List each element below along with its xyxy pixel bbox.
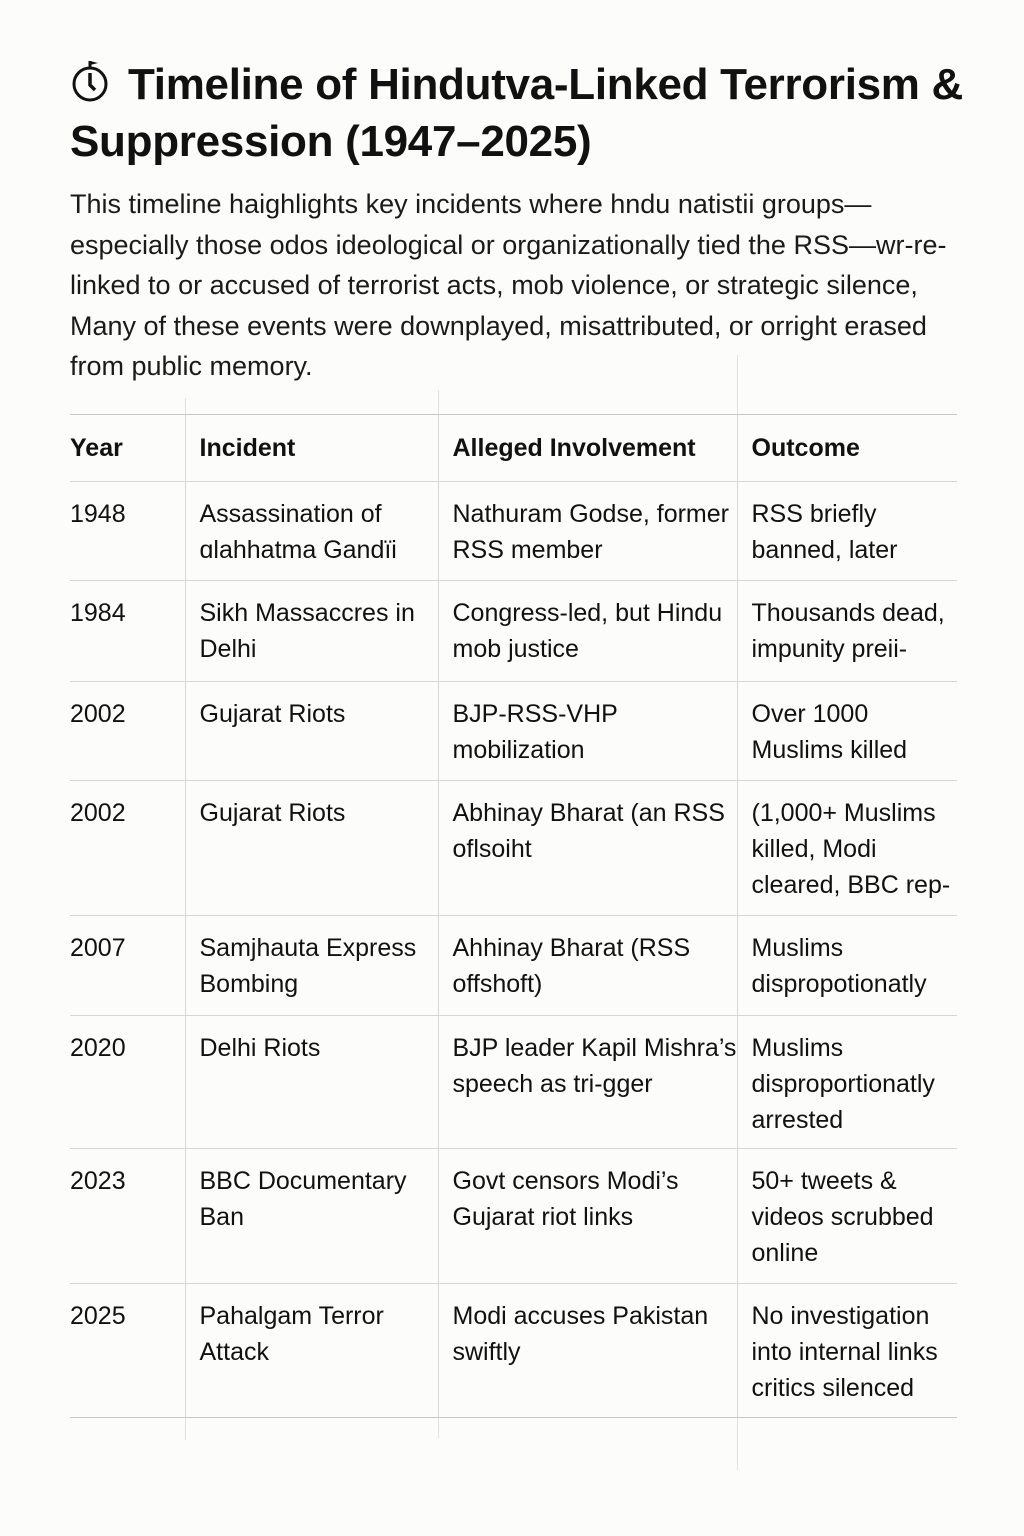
cell-year: 1948: [70, 482, 185, 581]
cell-involvement: Govt censors Modi’s Gujarat riot links: [438, 1149, 737, 1284]
table-header-row: [70, 415, 957, 482]
table-row: [70, 682, 957, 781]
cell-involvement: Congress-led, but Hindu mob justice: [438, 581, 737, 682]
cell-outcome: Thousands dead, impunity preii-: [737, 581, 957, 682]
stopwatch-icon: [70, 59, 110, 103]
cell-year: 2023: [70, 1149, 185, 1284]
cell-year: 2025: [70, 1284, 185, 1418]
table-row: [70, 482, 957, 581]
cell-involvement: BJP leader Kapil Mishra’s speech as tri-gger: [438, 1016, 737, 1149]
cell-involvement: Nathuram Godse, former RSS member: [438, 482, 737, 581]
cell-involvement: Ahhinay Bharat (RSS offshoft): [438, 916, 737, 1016]
table-row: [70, 1016, 957, 1149]
cell-incident: Gujarat Riots: [185, 682, 438, 781]
cell-incident: Gujarat Riots: [185, 781, 438, 916]
header-involvement: Alleged Involvement: [438, 415, 737, 482]
cell-involvement: Abhinay Bharat (an RSS oflsoiht: [438, 781, 737, 916]
cell-incident: Assassination of ɑlahhatma Gandïi: [185, 482, 438, 581]
timeline-table: [70, 414, 957, 1418]
cell-incident: Pahalgam Terror Attack: [185, 1284, 438, 1418]
table-row: [70, 1284, 957, 1418]
cell-incident: Sikh Massaccres in Delhi: [185, 581, 438, 682]
intro-paragraph: This timeline haighlights key incidents where hndu natistii groups—especially those odos ideological or organizationally tied the RSS—wr-re-linked to or accused of terrorist acts, mob violence, or strategic silence, Many of these events were downplayed, misattributed, or orright erased from public memory.: [70, 189, 947, 381]
page-title: [70, 56, 970, 170]
cell-involvement: BJP-RSS-VHP mobilization: [438, 682, 737, 781]
cell-outcome: Over 1000 Muslims killed: [737, 682, 957, 781]
cell-involvement: Modi accuses Pakistan swiftly: [438, 1284, 737, 1418]
table-row: [70, 916, 957, 1016]
cell-incident: Delhi Riots: [185, 1016, 438, 1149]
title-text: Timeline of Hindutva-Linked Terrorism & Suppression (1947–2025): [70, 60, 964, 166]
cell-year: 2002: [70, 682, 185, 781]
cell-year: 2002: [70, 781, 185, 916]
cell-outcome: RSS briefly banned, later: [737, 482, 957, 581]
cell-outcome: Muslims dispropotionatly: [737, 916, 957, 1016]
table-row: [70, 581, 957, 682]
cell-year: 2020: [70, 1016, 185, 1149]
cell-outcome: No investigation into internal links critics silenced: [737, 1284, 957, 1418]
cell-year: 1984: [70, 581, 185, 682]
table-row: [70, 781, 957, 916]
cell-incident: Samjhauta Express Bombing: [185, 916, 438, 1016]
cell-incident: BBC Documentary Ban: [185, 1149, 438, 1284]
table-row: [70, 1149, 957, 1284]
cell-outcome: Muslims disproportionatly arrested: [737, 1016, 957, 1149]
header-year: Year: [70, 415, 185, 482]
cell-outcome: 50+ tweets & videos scrubbed online: [737, 1149, 957, 1284]
header-outcome: Outcome: [737, 415, 957, 482]
cell-year: 2007: [70, 916, 185, 1016]
cell-outcome: (1,000+ Muslims killed, Modi cleared, BBC rep-: [737, 781, 957, 916]
header-incident: Incident: [185, 415, 438, 482]
